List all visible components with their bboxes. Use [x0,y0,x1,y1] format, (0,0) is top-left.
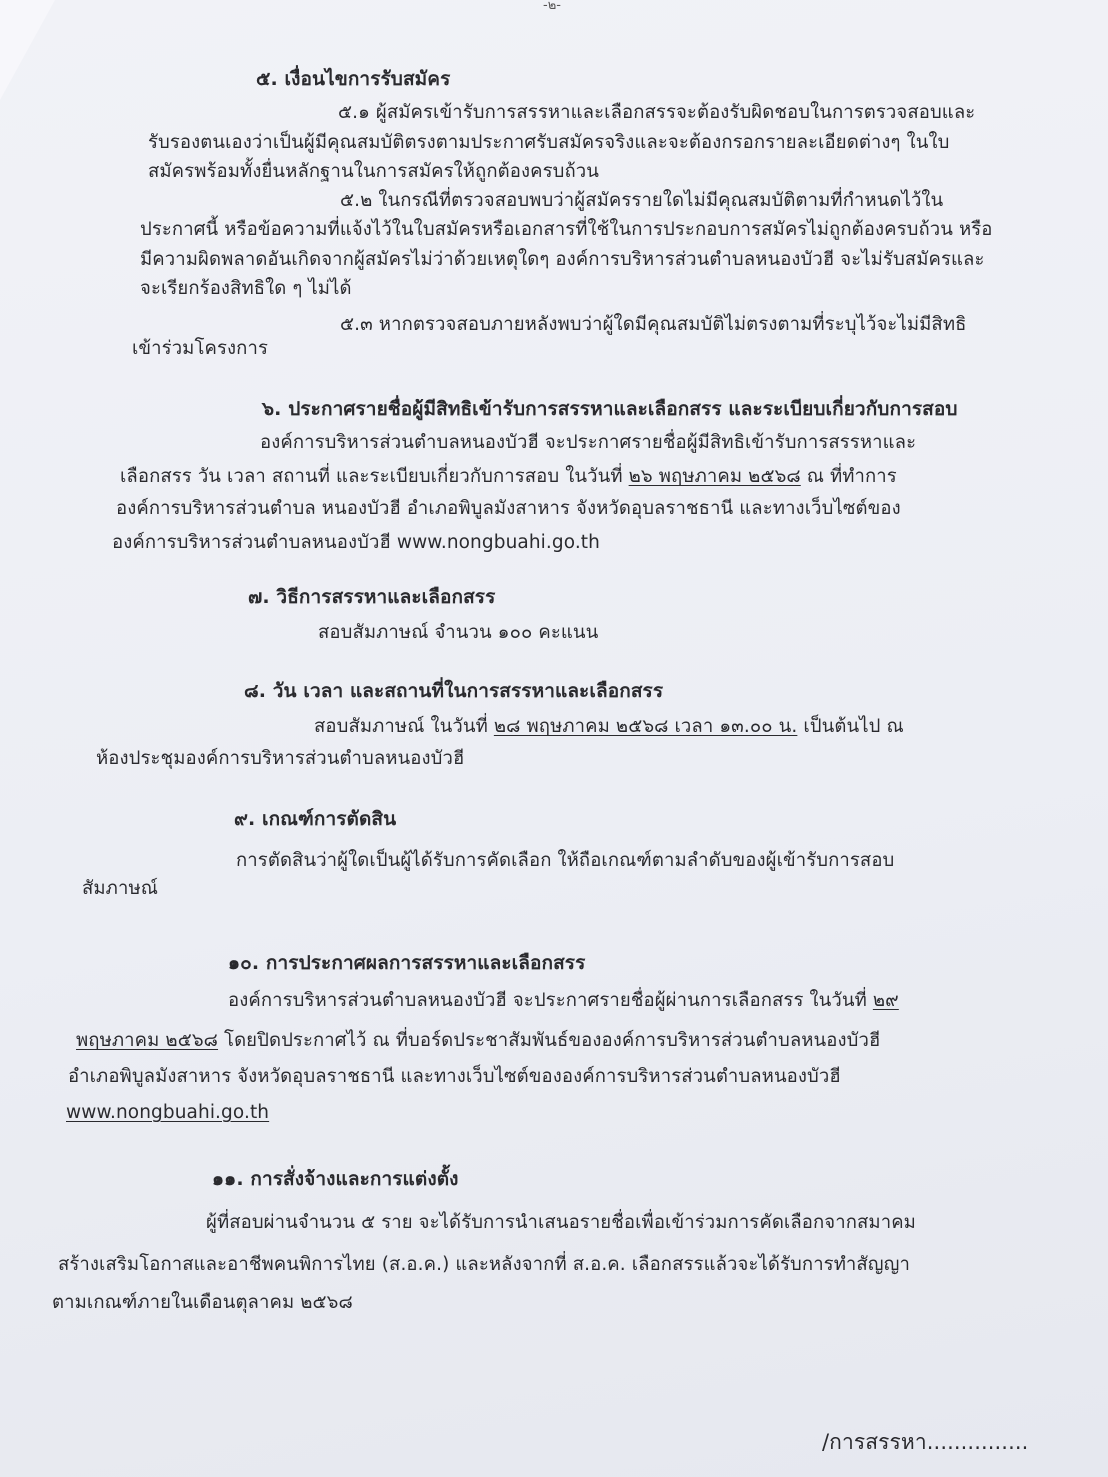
section-9-heading: ๙. เกณฑ์การตัดสิน [234,808,397,830]
section-5-3-line-1: ๕.๓ หากตรวจสอบภายหลังพบว่าผู้ใดมีคุณสมบัติไม่ตรงตามที่ระบุไว้จะไม่มีสิทธิ [340,314,967,335]
section-5-1-line-1: ๕.๑ ผู้สมัครเข้ารับการสรรหาและเลือกสรรจะต้องรับผิดชอบในการตรวจสอบและ [338,102,976,123]
section-10-heading: ๑๐. การประกาศผลการสรรหาและเลือกสรร [228,952,586,974]
section-8-line-2: ห้องประชุมองค์การบริหารส่วนตำบลหนองบัวฮี [96,748,465,769]
section-6-line-3: องค์การบริหารส่วนตำบล หนองบัวฮี อำเภอพิบูลมังสาหาร จังหวัดอุบลราชธานี และทางเว็บไซต์ของ [116,498,901,519]
section-9-line-1: การตัดสินว่าผู้ใดเป็นผู้ได้รับการคัดเลือก ให้ถือเกณฑ์ตามลำดับของผู้เข้ารับการสอบ [236,850,895,871]
continuation-note: /การสรรหา............... [822,1430,1029,1454]
section-6-heading: ๖. ประกาศรายชื่อผู้มีสิทธิเข้ารับการสรรหาและเลือกสรร และระเบียบเกี่ยวกับการสอบ [262,398,958,420]
page-number: -๒- [543,0,561,13]
section-11-line-2: สร้างเสริมโอกาสและอาชีพคนพิการไทย (ส.อ.ค.) และหลังจากที่ ส.อ.ค. เลือกสรรแล้วจะได้รับการทำสัญญา [58,1254,911,1275]
section-11-heading: ๑๑. การสั่งจ้างและการแต่งตั้ง [212,1168,459,1190]
section-6-line-4: องค์การบริหารส่วนตำบลหนองบัวฮี www.nongbuahi.go.th [112,532,600,553]
section-10-line-1: องค์การบริหารส่วนตำบลหนองบัวฮี จะประกาศรายชื่อผู้ผ่านการเลือกสรร ในวันที่ ๒๙ [228,990,899,1011]
section-8-line-1: สอบสัมภาษณ์ ในวันที่ ๒๘ พฤษภาคม ๒๕๖๘ เวลา ๑๓.๐๐ น. เป็นต้นไป ณ [314,716,904,737]
section-9-line-2: สัมภาษณ์ [82,878,159,899]
section-5-1-line-3: สมัครพร้อมทั้งยื่นหลักฐานในการสมัครให้ถูกต้องครบถ้วน [148,161,600,182]
section-10-line-3: อำเภอพิบูลมังสาหาร จังหวัดอุบลราชธานี และทางเว็บไซต์ขององค์การบริหารส่วนตำบลหนองบัวฮี [68,1066,841,1087]
section-5-heading: ๕. เงื่อนไขการรับสมัคร [256,68,451,90]
section-10-result-date-day: ๒๙ [872,990,899,1011]
section-10-website-link[interactable]: www.nongbuahi.go.th [66,1102,270,1123]
section-6-announce-date: ๒๖ พฤษภาคม ๒๕๖๘ [628,466,801,487]
section-8-interview-date: ๒๘ พฤษภาคม ๒๕๖๘ เวลา ๑๓.๐๐ น. [493,716,798,737]
section-5-2-line-3: มีความผิดพลาดอันเกิดจากผู้สมัครไม่ว่าด้วยเหตุใดๆ องค์การบริหารส่วนตำบลหนองบัวฮี จะไม่รับสมัครและ [140,249,985,270]
section-7-line-1: สอบสัมภาษณ์ จำนวน ๑๐๐ คะแนน [318,622,599,643]
section-6-line-2: เลือกสรร วัน เวลา สถานที่ และระเบียบเกี่ยวกับการสอบ ในวันที่ ๒๖ พฤษภาคม ๒๕๖๘ ณ ที่ทำการ [120,466,897,487]
section-11-line-1: ผู้ที่สอบผ่านจำนวน ๕ ราย จะได้รับการนำเสนอรายชื่อเพื่อเข้าร่วมการคัดเลือกจากสมาคม [206,1212,916,1233]
section-5-2-line-4: จะเรียกร้องสิทธิใด ๆ ไม่ได้ [140,278,352,299]
section-5-1-line-2: รับรองตนเองว่าเป็นผู้มีคุณสมบัติตรงตามประกาศรับสมัครจริงและจะต้องกรอกรายละเอียดต่างๆ ในใบ [148,132,950,153]
folded-corner [0,0,55,100]
section-11-line-3: ตามเกณฑ์ภายในเดือนตุลาคม ๒๕๖๘ [52,1292,353,1313]
section-10-line-2: พฤษภาคม ๒๕๖๘ โดยปิดประกาศไว้ ณ ที่บอร์ดประชาสัมพันธ์ขององค์การบริหารส่วนตำบลหนองบัวฮี [76,1030,881,1051]
section-5-3-line-2: เข้าร่วมโครงการ [132,338,268,359]
section-5-2-line-1: ๕.๒ ในกรณีที่ตรวจสอบพบว่าผู้สมัครรายใดไม่มีคุณสมบัติตามที่กำหนดไว้ใน [340,190,944,211]
section-5-2-line-2: ประกาศนี้ หรือข้อความที่แจ้งไว้ในใบสมัครหรือเอกสารที่ใช้ในการประกอบการสมัครไม่ถูกต้องครบถ้วน หรือ [140,219,993,240]
section-8-heading: ๘. วัน เวลา และสถานที่ในการสรรหาและเลือกสรร [244,680,664,702]
section-10-result-date-month: พฤษภาคม ๒๕๖๘ [76,1030,219,1051]
section-6-line-1: องค์การบริหารส่วนตำบลหนองบัวฮี จะประกาศรายชื่อผู้มีสิทธิเข้ารับการสรรหาและ [260,432,917,453]
section-7-heading: ๗. วิธีการสรรหาและเลือกสรร [248,586,496,608]
